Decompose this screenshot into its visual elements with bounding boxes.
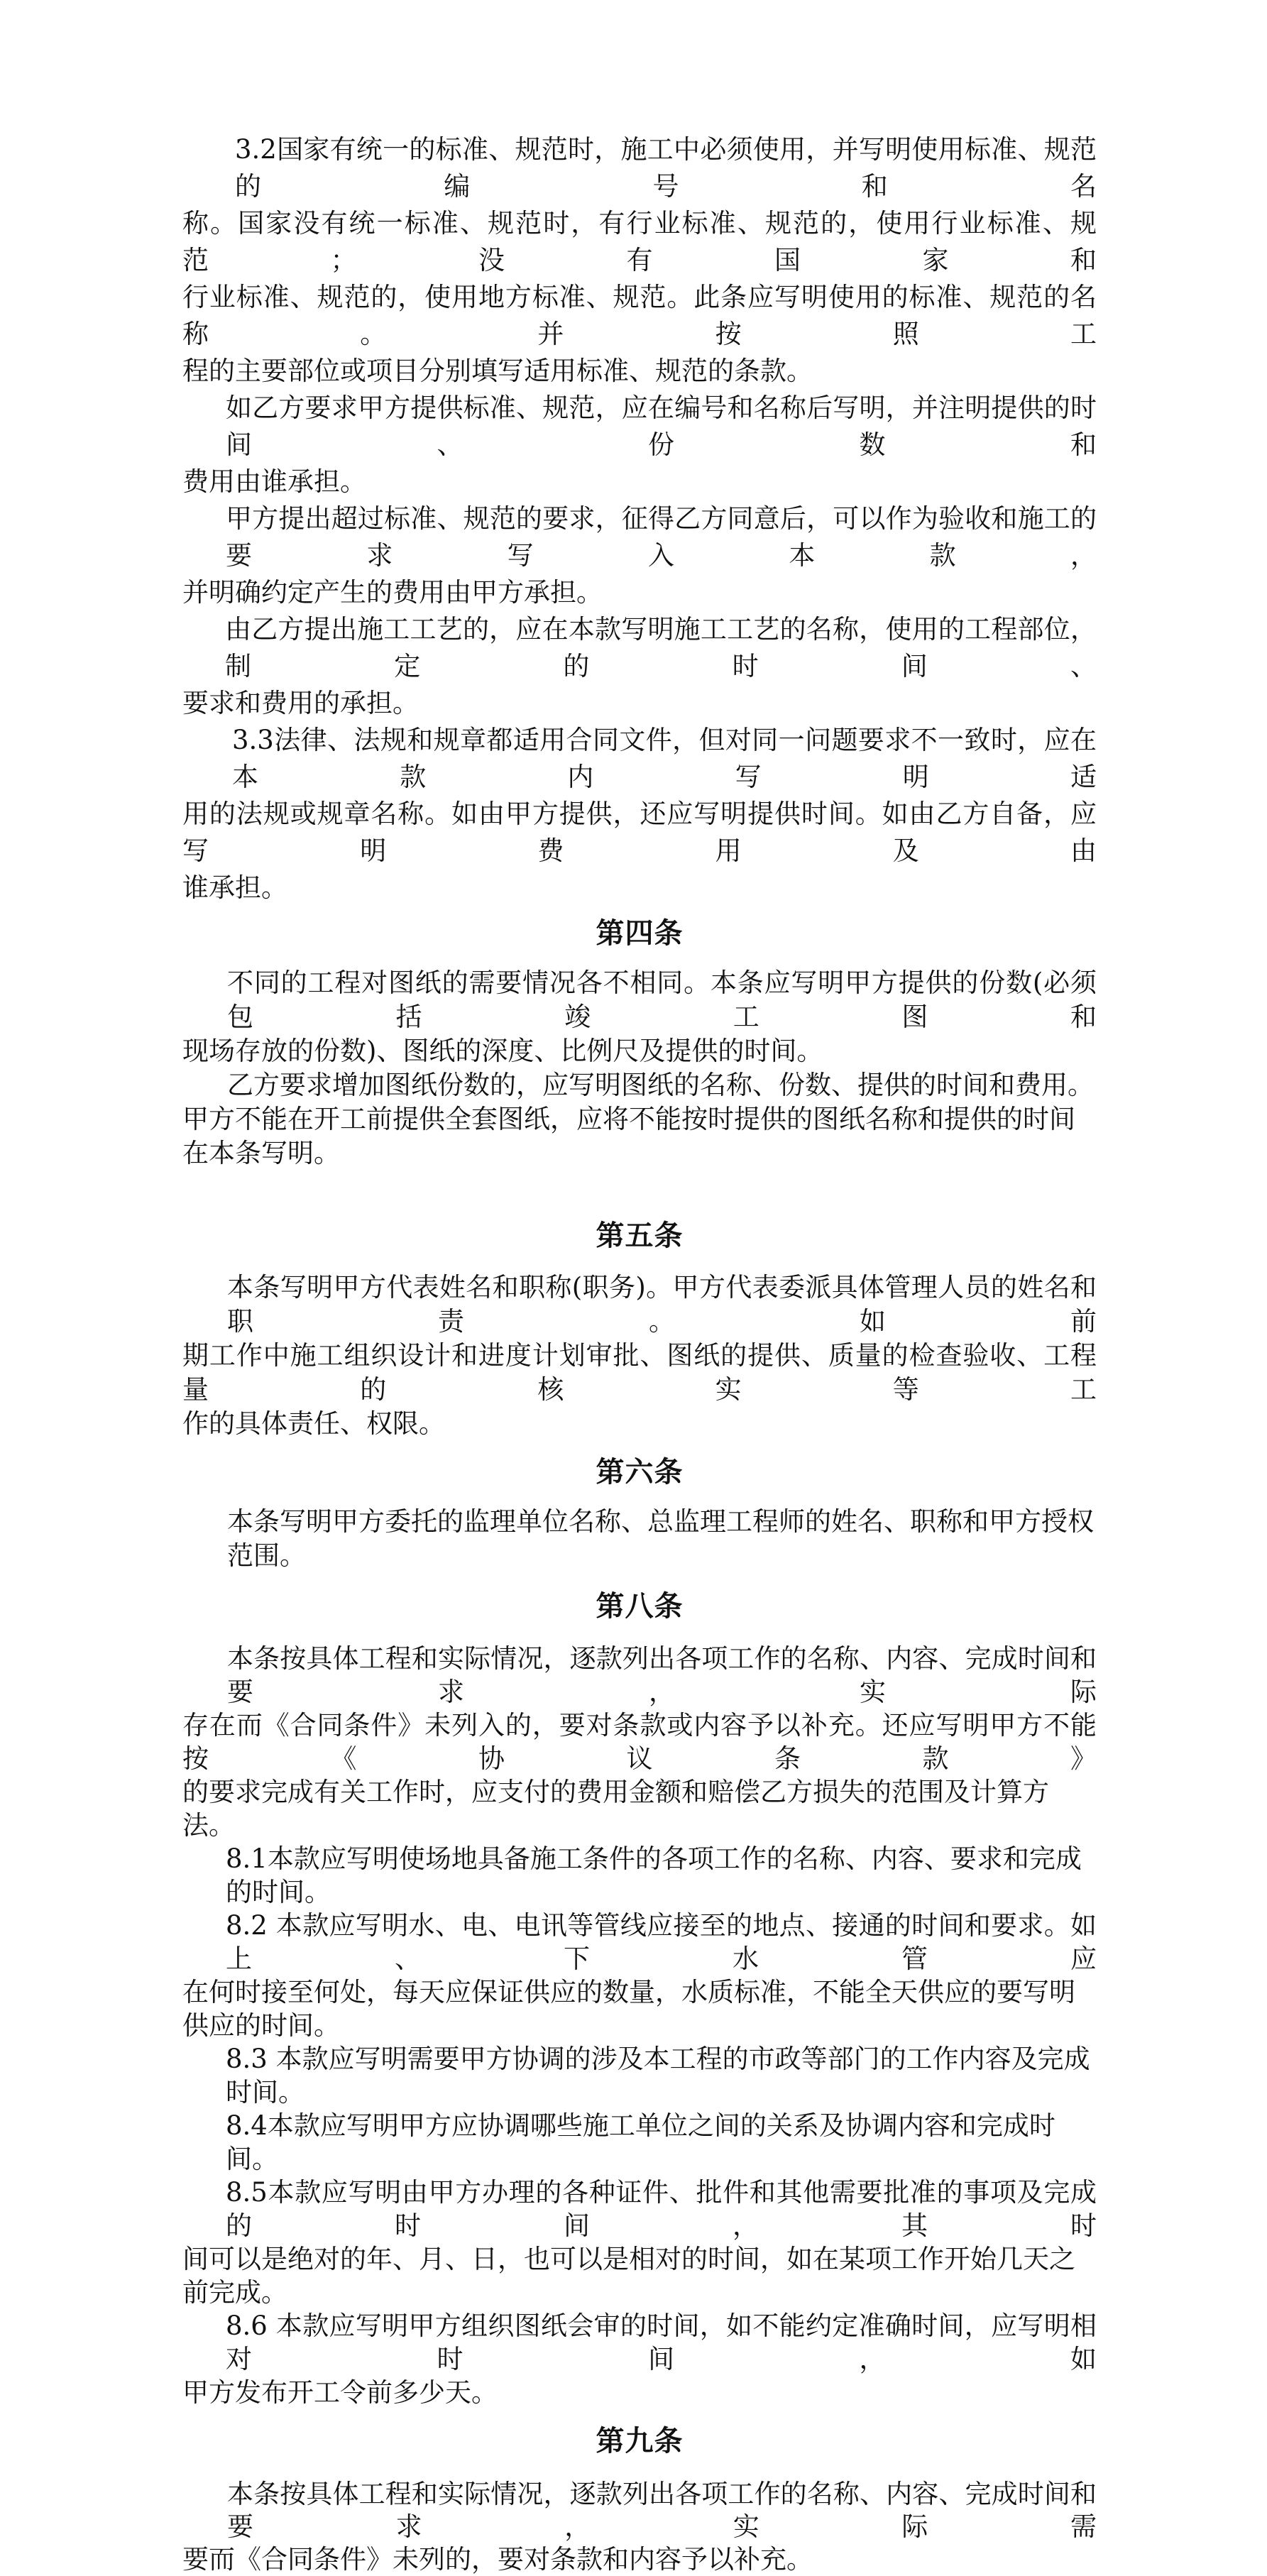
paragraph-line: 8.4本款应写明甲方应协调哪些施工单位之间的关系及协调内容和完成时间。 xyxy=(226,2110,1055,2174)
paragraph-line: 要求和费用的承担。 xyxy=(182,688,419,718)
paragraph-line: 本条按具体工程和实际情况，逐款列出各项工作的名称、内容、完成时间和要求，实际 xyxy=(227,1643,1097,1707)
paragraph-line: 由乙方提出施工工艺的，应在本款写明施工工艺的名称，使用的工程部位，制定的时间、 xyxy=(225,614,1097,681)
paragraph-line: 8.1本款应写明使场地具备施工条件的各项工作的名称、内容、要求和完成的时间。 xyxy=(226,1843,1082,1907)
paragraph-line: 谁承担。 xyxy=(182,872,287,903)
paragraph-line: 8.6 本款应写明甲方组织图纸会审的时间，如不能约定准确时间，应写明相对时间，如 xyxy=(226,2311,1097,2374)
paragraph xyxy=(182,1842,1097,1909)
paragraph-line: 8.5本款应写明由甲方办理的各种证件、批件和其他需要批准的事项及完成的时间，其时 xyxy=(226,2177,1097,2241)
paragraph xyxy=(182,611,1097,722)
paragraph xyxy=(182,1271,1097,1441)
paragraph xyxy=(182,1102,1097,1171)
paragraph-line: 存在而《合同条件》未列入的，要对条款或内容予以补充。还应写明甲方不能按《协议条款》 xyxy=(182,1710,1097,1774)
article-body xyxy=(182,2478,1097,2576)
paragraph xyxy=(182,966,1097,1068)
paragraph-line: 在何时接至何处，每天应保证供应的数量，水质标准，不能全天供应的要写明供应的时间。 xyxy=(182,1977,1075,2041)
paragraph-line: 8.2 本款应写明水、电、电讯等管线应接至的地点、接通的时间和要求。如上、下水管应 xyxy=(226,1910,1097,1974)
paragraph-line: 本条按具体工程和实际情况，逐款列出各项工作的名称、内容、完成时间和要求，实际需 xyxy=(227,2479,1097,2542)
paragraph-line: 程的主要部位或项目分别填写适用标准、规范的条款。 xyxy=(182,356,813,386)
paragraph-line: 本条写明甲方代表姓名和职称(职务)。甲方代表委派具体管理人员的姓名和职责。如前 xyxy=(227,1272,1097,1337)
article-heading: 第四条 xyxy=(596,916,684,950)
paragraph xyxy=(182,1505,1097,1573)
paragraph-line: 作的具体责任、权限。 xyxy=(182,1408,445,1439)
paragraph xyxy=(182,2109,1097,2176)
paragraph-line: 甲方发布开工令前多少天。 xyxy=(182,2377,498,2408)
paragraph-line: 如乙方要求甲方提供标准、规范，应在编号和名称后写明，并注明提供的时间、份数和 xyxy=(226,393,1097,460)
article-heading: 第八条 xyxy=(596,1589,684,1623)
paragraph-line: 行业标准、规范的，使用地方标准、规范。此条应写明使用的标准、规范的名称。并按照工 xyxy=(182,282,1097,349)
paragraph xyxy=(182,1068,1097,1102)
paragraph-line: 现场存放的份数)、图纸的深度、比例尺及提供的时间。 xyxy=(182,1036,823,1066)
paragraph-line: 间可以是绝对的年、月、日，也可以是相对的时间，如在某项工作开始几天之前完成。 xyxy=(182,2244,1075,2308)
paragraph-line: 甲方不能在开工前提供全套图纸，应将不能按时提供的图纸名称和提供的时间在本条写明。 xyxy=(182,1104,1075,1168)
article-heading: 第六条 xyxy=(596,1455,684,1489)
paragraph xyxy=(182,1909,1097,2042)
paragraph xyxy=(182,1642,1097,1842)
paragraph xyxy=(182,2042,1097,2109)
article-body xyxy=(182,1271,1097,1441)
article-body xyxy=(182,1642,1097,2409)
paragraph-line: 3.3法律、法规和规章都适用合同文件，但对同一问题要求不一致时，应在本款内写明适 xyxy=(232,725,1097,792)
paragraph xyxy=(182,390,1097,500)
paragraph-line: 称。国家没有统一标准、规范时，有行业标准、规范的，使用行业标准、规范；没有国家和 xyxy=(182,208,1097,275)
paragraph-line: 的要求完成有关工作时，应支付的费用金额和赔偿乙方损失的范围及计算方法。 xyxy=(182,1777,1049,1841)
paragraph xyxy=(182,131,1097,390)
article-heading: 第五条 xyxy=(596,1219,684,1252)
paragraph-line: 3.2国家有统一的标准、规范时，施工中必须使用，并写明使用标准、规范的编号和名 xyxy=(235,134,1097,202)
article-body xyxy=(182,966,1097,1171)
paragraph-line: 本条写明甲方委托的监理单位名称、总监理工程师的姓名、职称和甲方授权范围。 xyxy=(227,1506,1094,1571)
paragraph xyxy=(182,2478,1097,2576)
paragraph-line: 不同的工程对图纸的需要情况各不相同。本条应写明甲方提供的份数(必须包括竣工图和 xyxy=(227,968,1097,1032)
paragraph-line: 费用由谁承担。 xyxy=(182,466,366,497)
paragraph-line: 乙方要求增加图纸份数的，应写明图纸的名称、份数、提供的时间和费用。 xyxy=(227,1070,1094,1100)
paragraph xyxy=(182,722,1097,906)
paragraph-line: 用的法规或规章名称。如由甲方提供，还应写明提供时间。如由乙方自备，应写明费用及由 xyxy=(182,799,1097,866)
paragraph xyxy=(182,2309,1097,2409)
paragraph-line: 并明确约定产生的费用由甲方承担。 xyxy=(182,577,603,608)
paragraph-line: 要而《合同条件》未列的，要对条款和内容予以补充。 xyxy=(182,2544,813,2575)
article-body xyxy=(182,1505,1097,1573)
paragraph-line: 甲方提出超过标准、规范的要求，征得乙方同意后，可以作为验收和施工的要求写入本款， xyxy=(226,503,1097,571)
paragraph xyxy=(182,500,1097,611)
article-heading: 第九条 xyxy=(596,2424,684,2457)
paragraph-line: 期工作中施工组织设计和进度计划审批、图纸的提供、质量的检查验收、工程量的核实等工 xyxy=(182,1340,1097,1405)
paragraph xyxy=(182,2176,1097,2309)
article-body xyxy=(182,131,1097,906)
paragraph-line: 8.3 本款应写明需要甲方协调的涉及本工程的市政等部门的工作内容及完成时间。 xyxy=(226,2044,1090,2108)
